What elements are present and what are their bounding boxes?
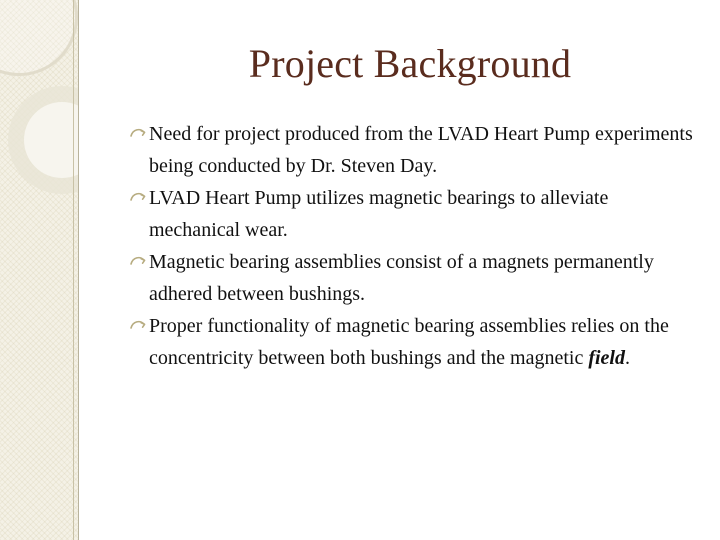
bullet-item [128, 246, 698, 310]
bullet-text: LVAD Heart Pump utilizes magnetic bearings to alleviate mechanical wear. [149, 187, 609, 241]
decorative-circle [0, 0, 78, 76]
bullet-item [128, 118, 698, 182]
bullet-item [128, 182, 698, 246]
bullet-text: Magnetic bearing assemblies consist of a magnets permanently adhered between bushings. [149, 251, 654, 305]
curled-arrow-bullet-icon [128, 182, 149, 214]
sidebar-divider [73, 0, 74, 540]
curled-arrow-bullet-icon [128, 310, 149, 342]
curled-arrow-bullet-icon [128, 118, 149, 150]
bullet-text-tail: . [624, 347, 630, 369]
emphasized-word: field [588, 347, 625, 369]
slide-title: Project Background [248, 41, 572, 86]
bullet-list [128, 118, 698, 374]
bullet-text: Need for project produced from the LVAD Heart Pump experiments being conducted by Dr. Steven Day. [149, 123, 693, 177]
bullet-item [128, 310, 698, 374]
bullet-text: Proper functionality of magnetic bearing assemblies relies on the concentricity between both bushings and the magnetic [149, 315, 669, 369]
curled-arrow-bullet-icon [128, 246, 149, 278]
decorative-sidebar [0, 0, 79, 540]
